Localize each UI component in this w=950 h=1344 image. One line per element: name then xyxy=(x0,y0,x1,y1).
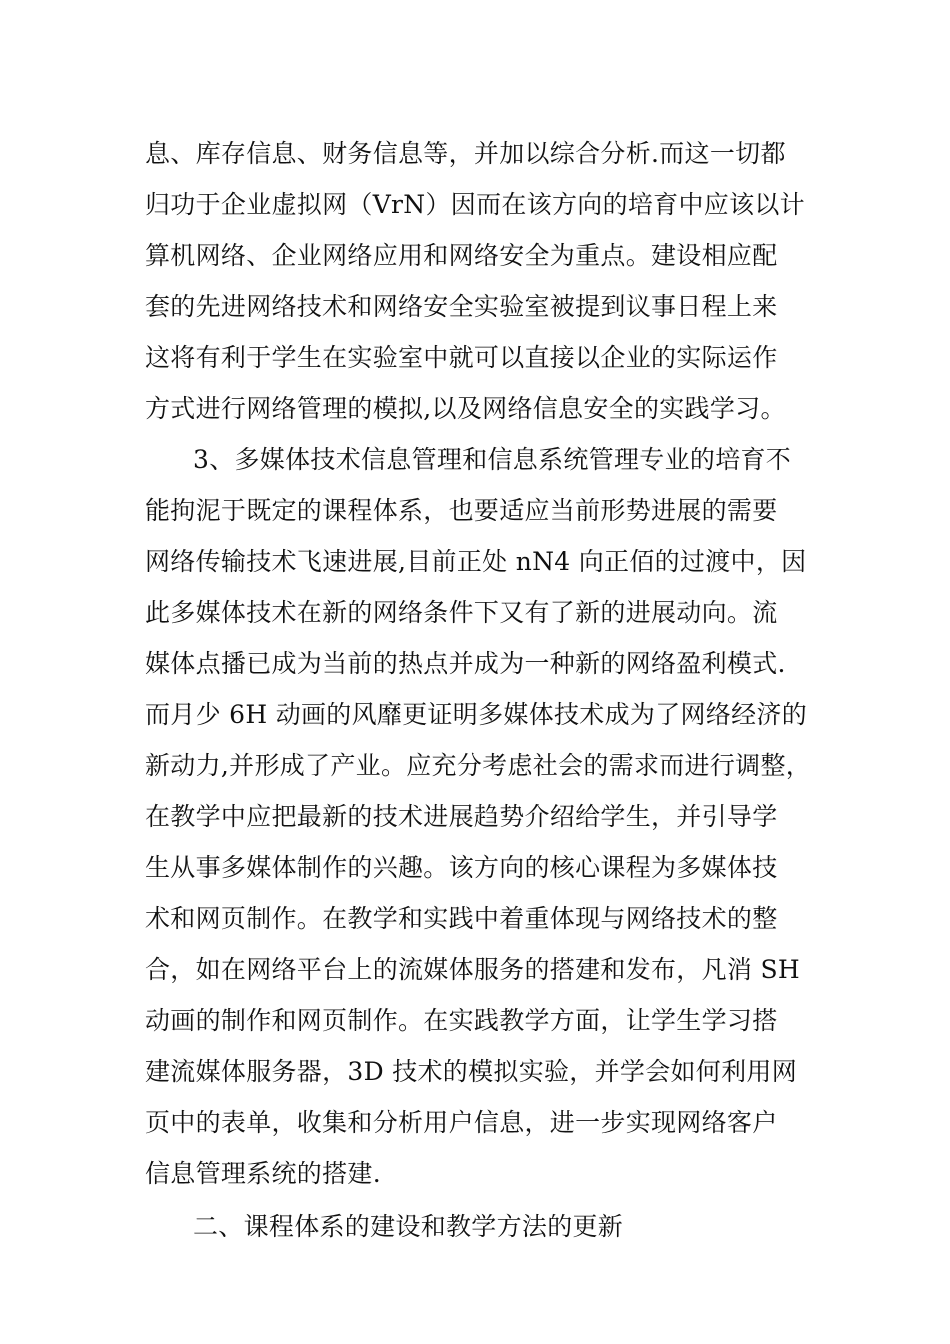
text-line-8: 能拘泥于既定的课程体系，也要适应当前形势进展的需要 xyxy=(145,496,778,525)
text-line-15: 生从事多媒体制作的兴趣。该方向的核心课程为多媒体技 xyxy=(145,853,778,882)
text-line-19: 建流媒体服务器，3D 技术的模拟实验，并学会如何利用网 xyxy=(145,1057,797,1086)
text-line-5: 这将有利于学生在实验室中就可以直接以企业的实际运作 xyxy=(145,343,778,372)
text-line-1: 息、库存信息、财务信息等，并加以综合分析.而这一切都 xyxy=(145,139,786,168)
text-line-10: 此多媒体技术在新的网络条件下又有了新的进展动向。流 xyxy=(145,598,778,627)
text-line-16: 术和网页制作。在教学和实践中着重体现与网络技术的整 xyxy=(145,904,778,933)
text-line-18: 动画的制作和网页制作。在实践教学方面，让学生学习搭 xyxy=(145,1006,778,1035)
text-line-3: 算机网络、企业网络应用和网络安全为重点。建设相应配 xyxy=(145,241,778,270)
paragraph-3-start: 3、多媒体技术信息管理和信息系统管理专业的培育不 xyxy=(193,445,792,474)
text-line-13: 新动力,并形成了产业。应充分考虑社会的需求而进行调整， xyxy=(145,751,811,780)
document-body xyxy=(145,128,811,1252)
text-line-11: 媒体点播已成为当前的热点并成为一种新的网络盈利模式. xyxy=(145,649,786,678)
text-line-2: 归功于企业虚拟网（VrN）因而在该方向的培育中应该以计 xyxy=(145,190,805,219)
text-line-4: 套的先进网络技术和网络安全实验室被提到议事日程上来 xyxy=(145,292,778,321)
text-line-17: 合，如在网络平台上的流媒体服务的搭建和发布，凡消 SH xyxy=(145,955,800,984)
section-heading: 二、课程体系的建设和教学方法的更新 xyxy=(193,1212,624,1241)
text-line-9: 网络传输技术飞速进展,目前正处 nN4 向正佰的过渡中，因 xyxy=(145,547,807,576)
text-line-20: 页中的表单，收集和分析用户信息，进一步实现网络客户 xyxy=(145,1108,778,1137)
text-line-12: 而月少 6H 动画的风靡更证明多媒体技术成为了网络经济的 xyxy=(145,700,808,729)
text-line-6: 方式进行网络管理的模拟,以及网络信息安全的实践学习。 xyxy=(145,394,786,423)
text-line-14: 在教学中应把最新的技术进展趋势介绍给学生，并引导学 xyxy=(145,802,778,831)
text-line-21: 信息管理系统的搭建. xyxy=(145,1159,381,1188)
